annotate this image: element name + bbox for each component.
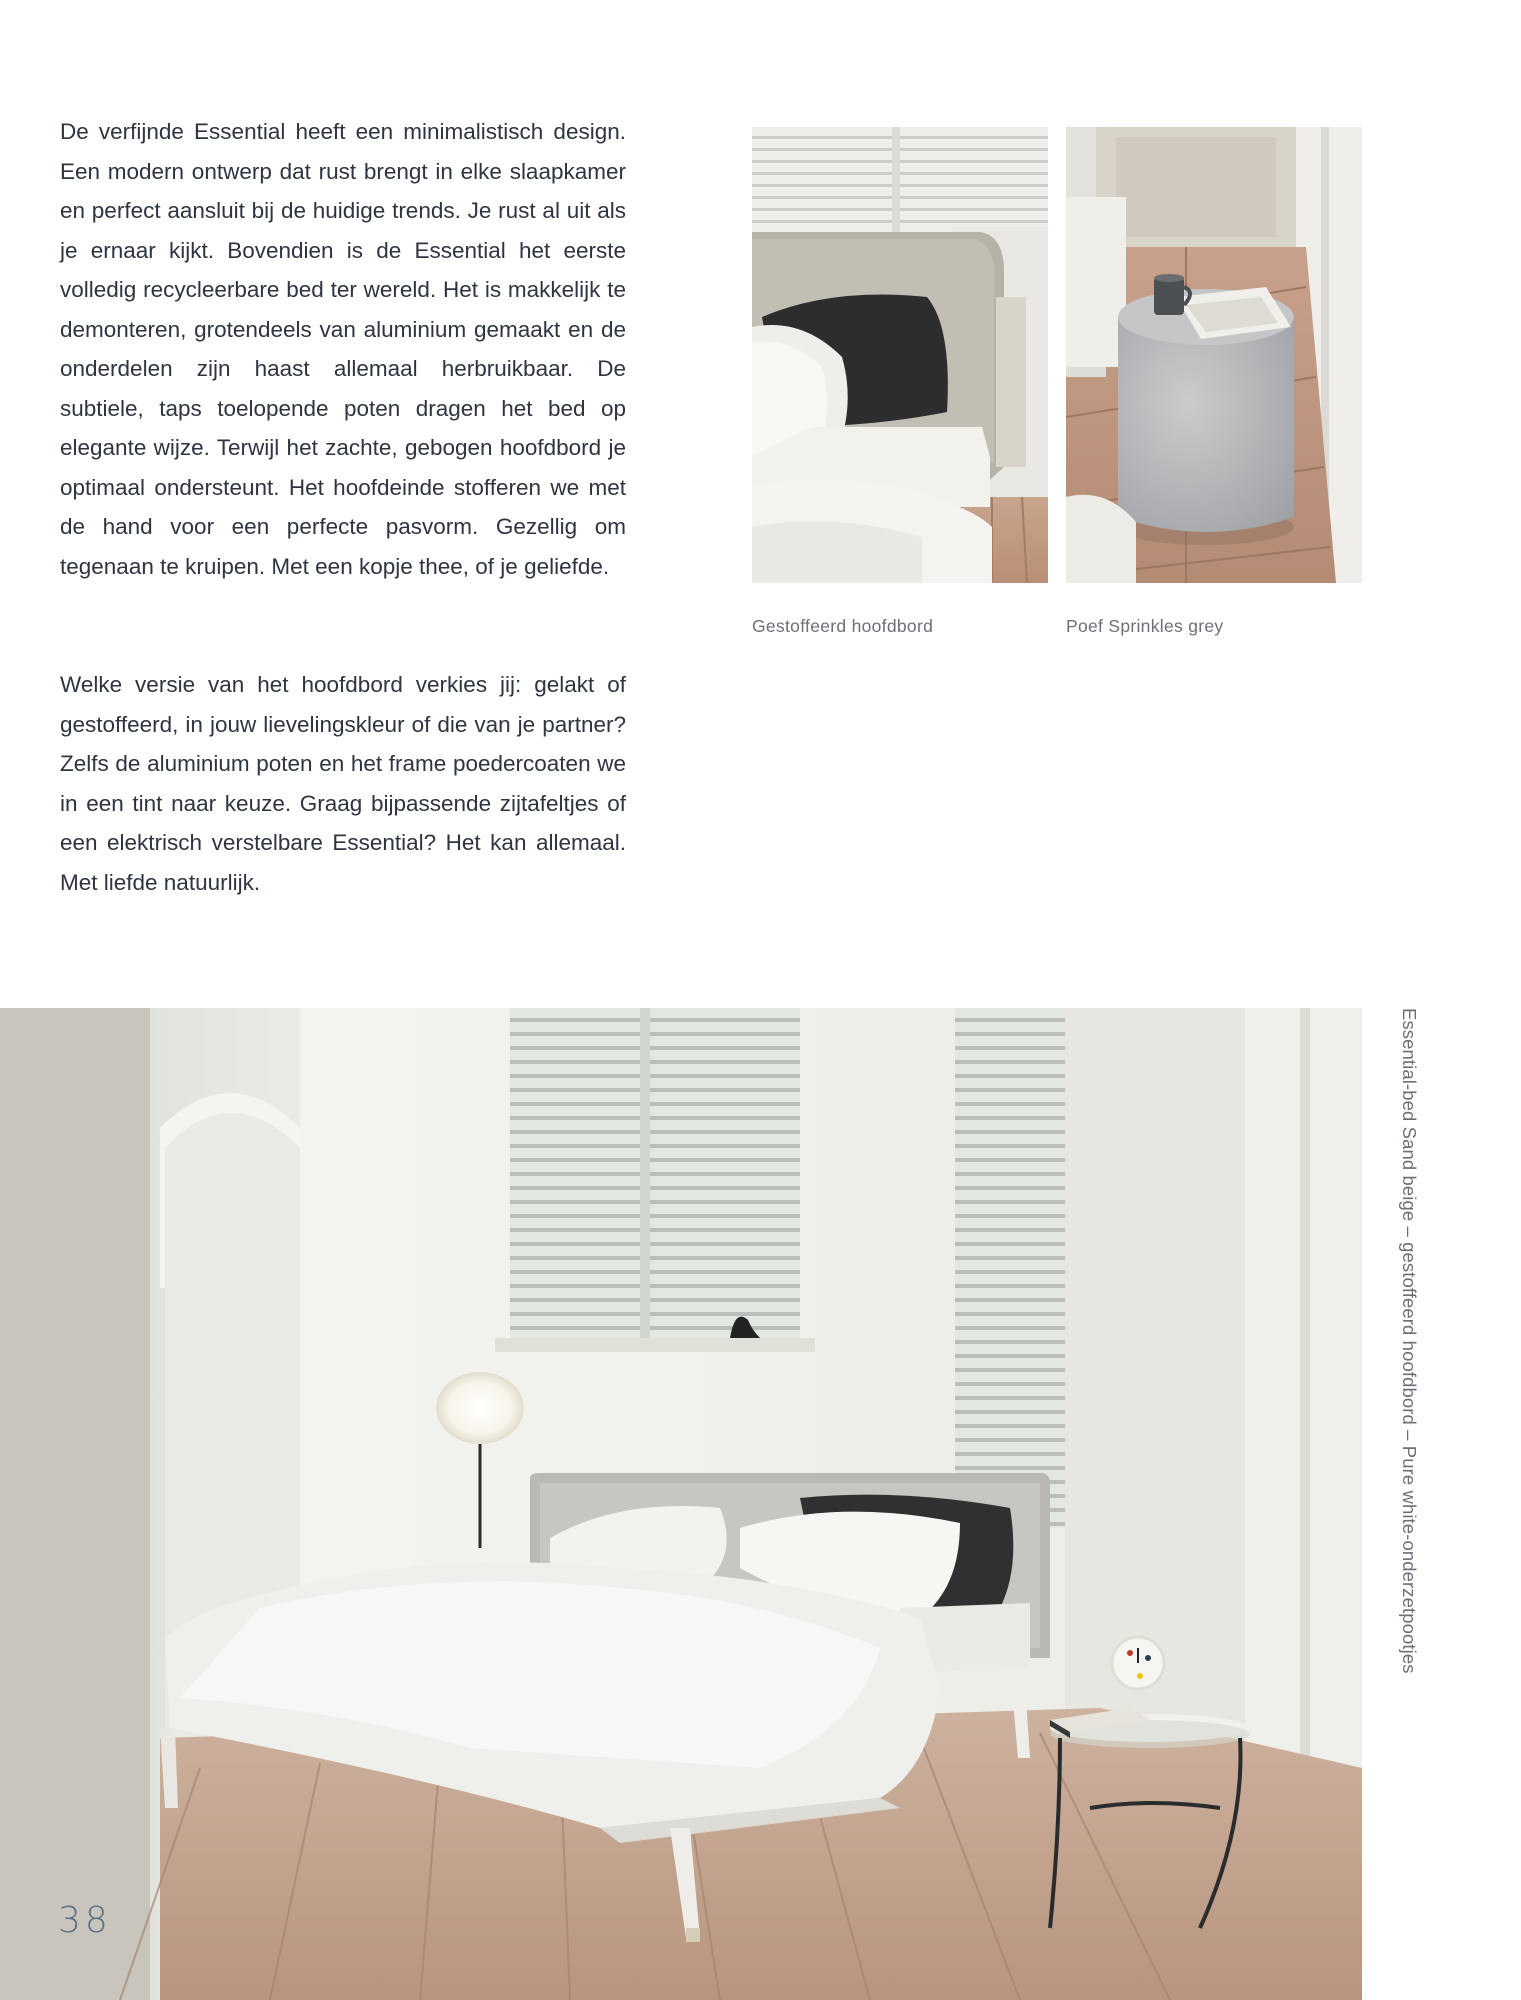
body-paragraph-2: Welke versie van het hoofdbord verkies jij: gelakt of gestoffeerd, in jouw lievelingskleur of die van je partner? Zelfs de aluminium poten en het frame poedercoaten we in een tint naar keuze. Graag bijpassende zijtafeltjes of een elektrisch verstelbare Essential? Het kan allemaal. Met liefde natuurlijk. [60, 672, 626, 895]
bedroom-caption: Essential-bed Sand beige – gestoffeerd hoofdbord – Pure white-onderzetpootjes [1399, 1008, 1420, 1674]
pouf-caption: Poef Sprinkles grey [1066, 616, 1224, 636]
page-number: 38 [58, 1900, 112, 1941]
body-paragraph-1: De verfijnde Essential heeft een minimalistisch design. Een modern ontwerp dat rust brengt in elke slaapkamer en perfect aansluit bij de huidige trends. Je rust al uit als je ernaar kijkt. Bovendien is de Essential het eerste volledig recycleerbare bed ter wereld. Het is makkelijk te demonteren, grotendeels van aluminium gemaakt en de onderdelen zijn haast allemaal herbruikbaar. De subtiele, taps toelopende poten dragen het bed op elegante wijze. Terwijl het zachte, gebogen hoofdbord je optimaal ondersteunt. Het hoofdeinde stofferen we met de hand voor een perfecte pasvorm. Gezellig om tegenaan te kruipen. Met een kopje thee, of je geliefde. [60, 119, 626, 579]
pouf-photo [1066, 127, 1362, 583]
headboard-photo [752, 127, 1048, 583]
bedroom-photo [0, 1008, 1362, 2000]
headboard-caption: Gestoffeerd hoofdbord [752, 616, 934, 636]
